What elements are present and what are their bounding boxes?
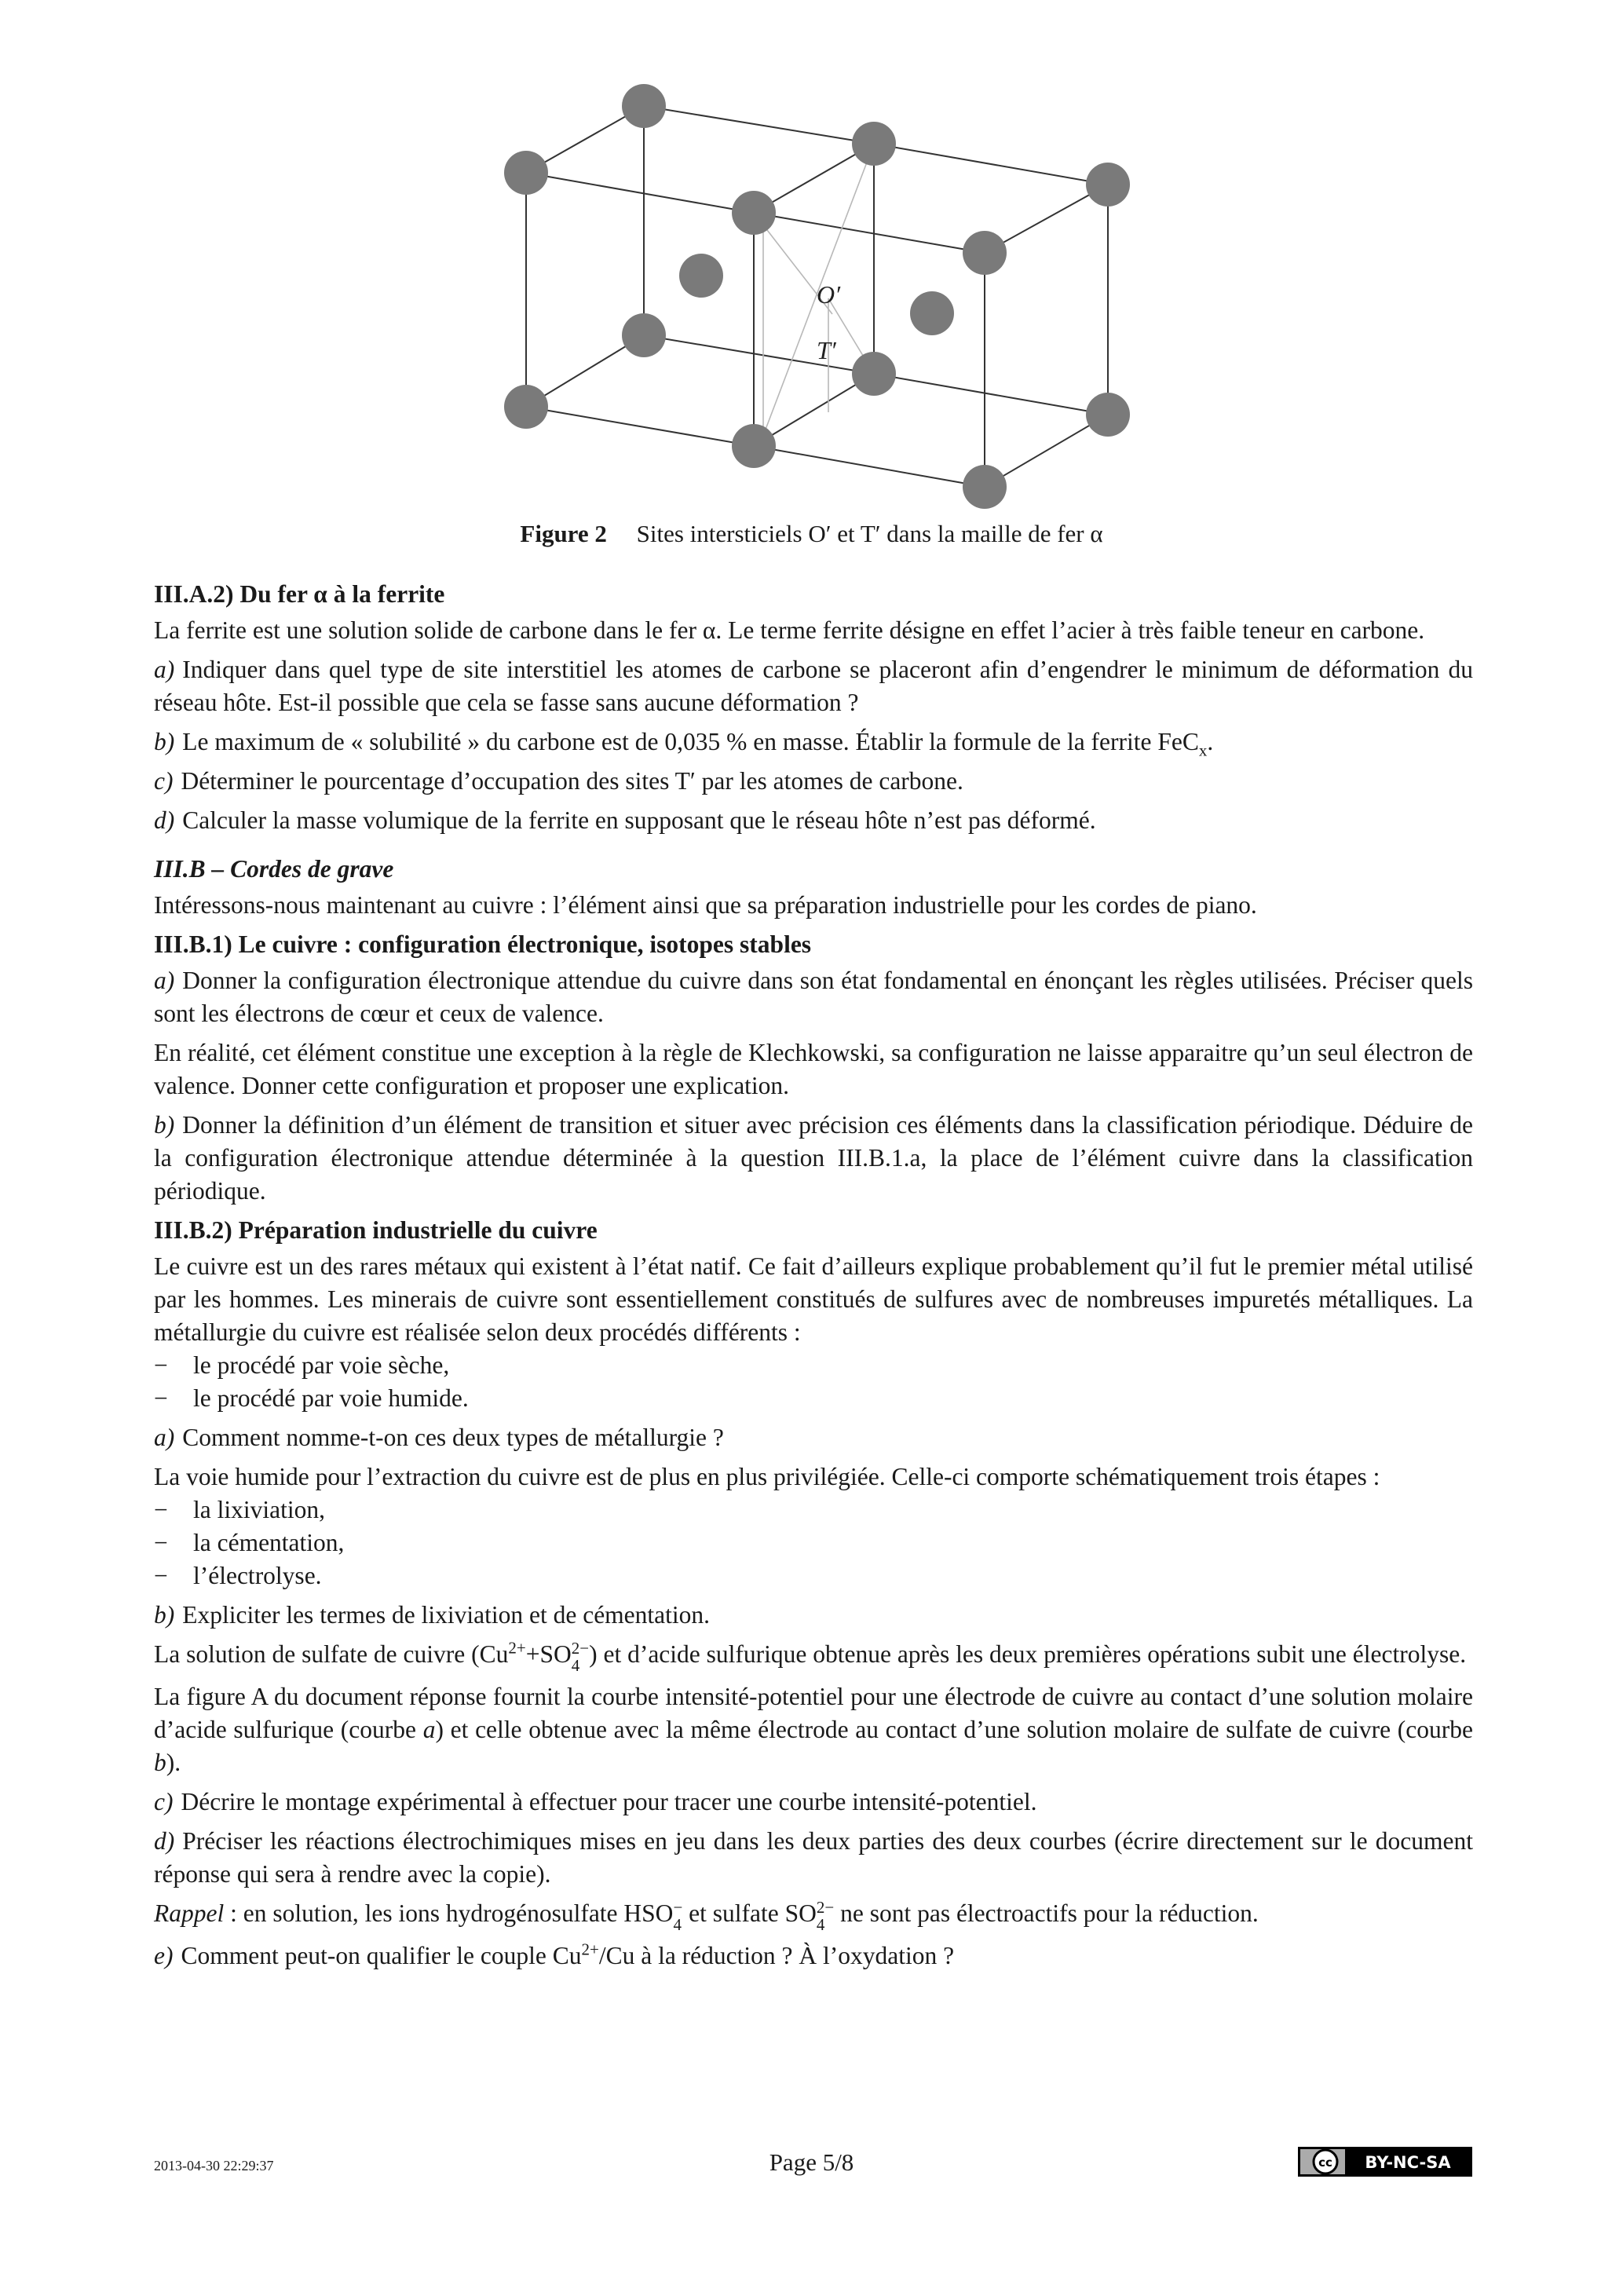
rappel: Rappel : en solution, les ions hydrogénosulfate HSO − 4 et sulfate SO 2− 4 ne sont pas électroactifs pour la réduction. bbox=[154, 1897, 1259, 1934]
question-d: d) Calculer la masse volumique de la ferrite en supposant que le réseau hôte n’est pas déformé. bbox=[154, 806, 1096, 834]
atom bbox=[504, 385, 548, 429]
atom bbox=[1086, 163, 1130, 207]
question-a: a) Donner la configuration électronique attendue du cuivre dans son état fondamental en énonçant les règles utilisées. Préciser quels sont les électrons de cœur et ceux de valence. bbox=[154, 967, 1473, 1027]
question-b: b) Le maximum de « solubilité » du carbone est de 0,035 % en masse. Établir la formule de la ferrite FeC$_x$. bbox=[154, 728, 1214, 760]
paragraph: En réalité, cet élément constitue une exception à la règle de Klechkowski, sa configuration ne laisse apparaitre qu’un seul électron de valence. Donner cette configuration et proposer une explication. bbox=[154, 1039, 1473, 1099]
list-item: − la lixiviation, bbox=[154, 1493, 1473, 1526]
edge bbox=[754, 446, 985, 487]
figure-caption bbox=[0, 520, 1623, 548]
edge bbox=[526, 407, 754, 446]
process-list bbox=[154, 1349, 1473, 1415]
steps-list bbox=[154, 1493, 1473, 1592]
heading-iii-a-2: III.A.2) Du fer α à la ferrite bbox=[154, 580, 445, 608]
cc-license-badge bbox=[1298, 2147, 1472, 2177]
atom bbox=[732, 191, 776, 235]
atom bbox=[963, 231, 1007, 275]
heading-iii-b-2: III.B.2) Préparation industrielle du cuivre bbox=[154, 1216, 598, 1244]
footer-timestamp: 2013-04-30 22:29:37 bbox=[154, 2158, 274, 2174]
paragraph: La solution de sulfate de cuivre ($Cu^{2+}+SO$ 2− 4 ) et d’acide sulfurique obtenue après les deux premières opérations subit une électrolyse. bbox=[154, 1638, 1467, 1675]
question-b: b) Donner la définition d’un élément de transition et situer avec précision ces éléments dans la classification périodique. Déduire de la configuration électronique attendue déterminée à la question III.B.1.a, la place de l’élément cuivre dans la classification périodique. bbox=[154, 1111, 1473, 1205]
list-item: − l’électrolyse. bbox=[154, 1559, 1473, 1592]
cc-icon-text: cc bbox=[1318, 2155, 1332, 2170]
list-item: − le procédé par voie sèche, bbox=[154, 1349, 1473, 1382]
atom bbox=[1086, 393, 1130, 437]
edge bbox=[874, 374, 1108, 415]
atom bbox=[852, 352, 896, 396]
list-item: − le procédé par voie humide. bbox=[154, 1382, 1473, 1415]
paragraph: La figure A du document réponse fournit la courbe intensité-potentiel pour une électrode de cuivre au contact d’une solution molaire d’acide sulfurique (courbe a) et celle obtenue avec la même électrode au contact d’une solution molaire de sulfate de cuivre (courbe b). bbox=[154, 1682, 1473, 1776]
edge bbox=[874, 144, 1108, 185]
edge bbox=[754, 213, 985, 253]
label-o-prime: O′ bbox=[817, 280, 841, 309]
license-text: BY-NC-SA bbox=[1365, 2153, 1451, 2172]
question-a: a) Indiquer dans quel type de site interstitiel les atomes de carbone se placeront afin d’engendrer le minimum de déformation du réseau hôte. Est-il possible que cela se fasse sans aucune déformation ? bbox=[154, 656, 1473, 716]
edge bbox=[526, 173, 754, 213]
label-t-prime: T′ bbox=[817, 336, 836, 364]
edge bbox=[644, 106, 874, 144]
question-c: c) Déterminer le pourcentage d’occupation des sites T′ par les atomes de carbone. bbox=[154, 767, 963, 795]
atom bbox=[732, 424, 776, 468]
atom bbox=[910, 291, 954, 335]
paragraph: La voie humide pour l’extraction du cuivre est de plus en plus privilégiée. Celle-ci comporte schématiquement trois étapes : bbox=[154, 1463, 1380, 1490]
atom bbox=[963, 465, 1007, 509]
atom bbox=[852, 122, 896, 166]
question-e: e) Comment peut-on qualifier le couple $Cu^{2+}/Cu$ à la réduction ? À l’oxydation ? bbox=[154, 1940, 955, 1969]
caption-number: Figure 2 bbox=[520, 520, 607, 547]
question-b: b) Expliciter les termes de lixiviation et de cémentation. bbox=[154, 1601, 711, 1629]
question-d: d) Préciser les réactions électrochimiques mises en jeu dans les deux parties des deux courbes (écrire directement sur le document réponse qui sera à rendre avec la copie). bbox=[154, 1826, 1473, 1888]
atom bbox=[622, 84, 666, 128]
atom bbox=[504, 151, 548, 195]
paragraph: La ferrite est une solution solide de carbone dans le fer α. Le terme ferrite désigne en effet l’acier à très faible teneur en carbone. bbox=[154, 616, 1425, 644]
main-content bbox=[154, 576, 1473, 1979]
question-a: a) Comment nomme-t-on ces deux types de métallurgie ? bbox=[154, 1424, 724, 1451]
atom bbox=[679, 254, 723, 298]
lattice-figure bbox=[503, 71, 1131, 526]
list-item: − la cémentation, bbox=[154, 1526, 1473, 1559]
paragraph: Le cuivre est un des rares métaux qui existent à l’état natif. Ce fait d’ailleurs explique probablement qu’il fut le premier métal utilisé par les hommes. Les minerais de cuivre sont essentiellement constitués de sulfures avec de nombreuses impuretés métalliques. La métallurgie du cuivre est réalisée selon deux procédés différents : bbox=[154, 1252, 1473, 1346]
paragraph: Intéressons-nous maintenant au cuivre : l’élément ainsi que sa préparation industrielle pour les cordes de piano. bbox=[154, 891, 1257, 919]
caption-text: Sites intersticiels O′ et T′ dans la maille de fer α bbox=[636, 520, 1103, 547]
footer-page-number: Page 5/8 bbox=[769, 2148, 854, 2176]
heading-iii-b-1: III.B.1) Le cuivre : configuration électronique, isotopes stables bbox=[154, 930, 812, 958]
question-c: c) Décrire le montage expérimental à effectuer pour tracer une courbe intensité-potentiel. bbox=[154, 1787, 1037, 1815]
atom bbox=[622, 313, 666, 357]
edge bbox=[644, 335, 874, 374]
heading-iii-b: III.B – Cordes de grave bbox=[154, 855, 394, 883]
